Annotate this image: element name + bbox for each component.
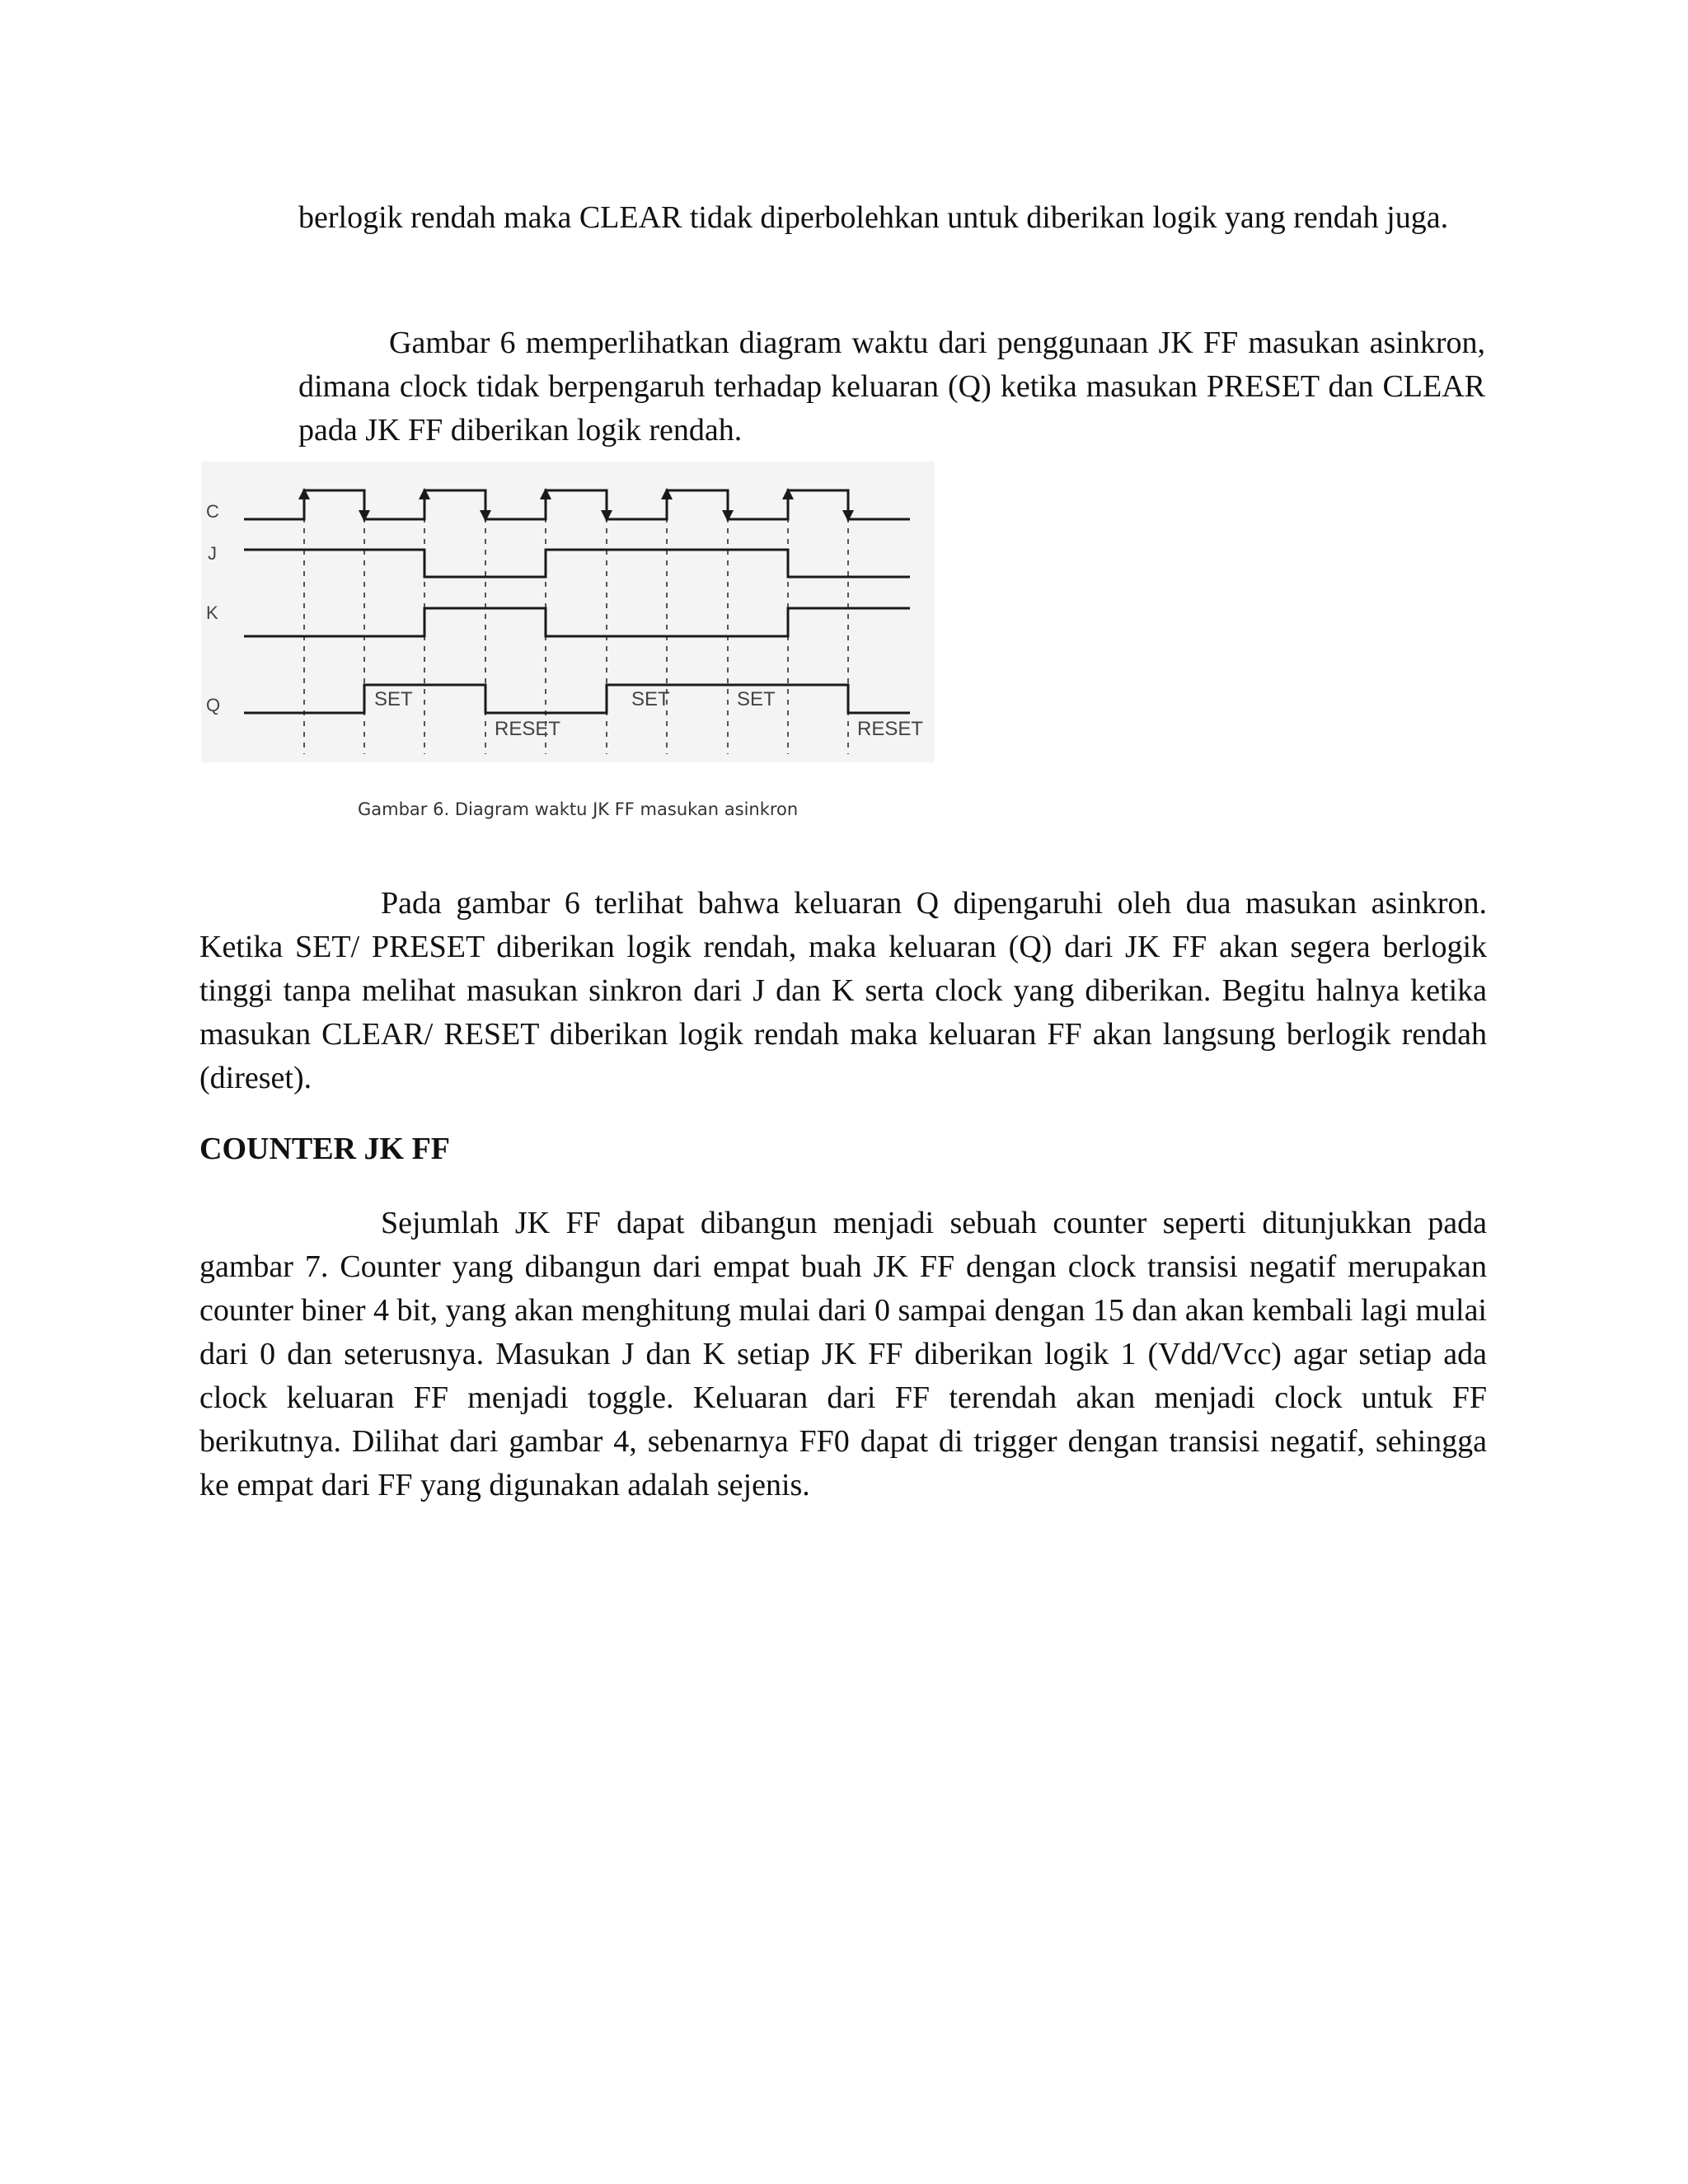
paragraph-counter-description: Sejumlah JK FF dapat dibangun menjadi sebuah counter seperti ditunjukkan pada gambar 7. Counter yang dibangun dari empat buah JK FF dengan clock transisi negatif merupakan counter biner 4 bit, yang akan menghitung mulai dari 0 sampai dengan 15 dan akan kembali lagi mulai dari 0 dan seterusnya. Masukan J dan K setiap JK FF diberikan logik 1 (Vdd/Vcc) agar setiap ada clock keluaran FF menjadi toggle. Keluaran dari FF terendah akan menjadi clock untuk FF berikutnya. Dilihat dari gambar 4, sebenarnya FF0 dapat di trigger dengan transisi negatif, sehingga ke empat dari FF yang digunakan adalah sejenis. <box>199 1206 1487 1502</box>
paragraph-continuation: berlogik rendah maka CLEAR tidak diperbolehkan untuk diberikan logik yang rendah juga. <box>298 200 1449 235</box>
paragraph-figure-intro: Gambar 6 memperlihatkan diagram waktu dari penggunaan JK FF masukan asinkron, dimana clock tidak berpengaruh terhadap keluaran (Q) ketika masukan PRESET dan CLEAR pada JK FF diberikan logik rendah. <box>298 326 1485 448</box>
timing-diagram <box>201 462 935 762</box>
diagram-background <box>201 462 935 762</box>
figure-caption: Gambar 6. Diagram waktu JK FF masukan asinkron <box>358 799 799 819</box>
signal-label-k: K <box>206 602 218 623</box>
annotation-reset: RESET <box>495 718 561 740</box>
signal-label-q: Q <box>206 695 221 715</box>
annotation-set: SET <box>737 688 776 710</box>
signal-label-c: C <box>206 501 219 522</box>
annotation-set: SET <box>374 688 413 710</box>
annotation-set: SET <box>631 688 670 710</box>
paragraph-figure-explanation: Pada gambar 6 terlihat bahwa keluaran Q dipengaruhi oleh dua masukan asinkron. Ketika SET/ PRESET diberikan logik rendah, maka keluaran (Q) dari JK FF akan segera berlogik tinggi tanpa melihat masukan sinkron dari J dan K serta clock yang diberikan. Begitu halnya ketika masukan CLEAR/ RESET diberikan logik rendah maka keluaran FF akan langsung berlogik rendah (direset). <box>199 886 1487 1095</box>
timing-diagram-figure <box>201 462 935 762</box>
signal-label-j: J <box>208 543 217 564</box>
annotation-reset: RESET <box>857 718 924 740</box>
section-heading: COUNTER JK FF <box>199 1132 450 1166</box>
